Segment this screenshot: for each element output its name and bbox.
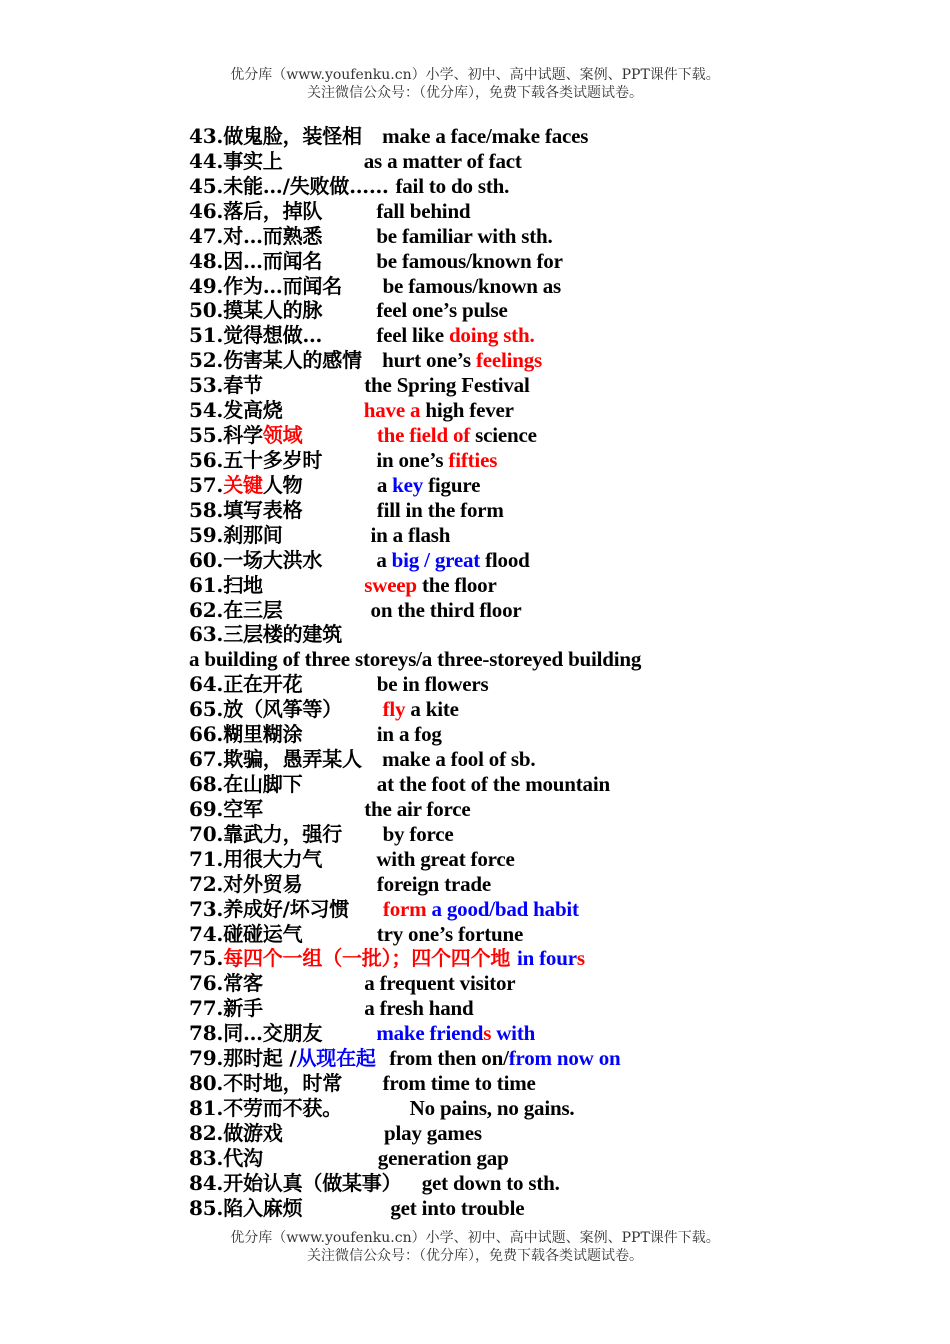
phrase-entry	[189, 872, 929, 897]
chinese-phrase: 78.同…交朋友	[189, 1021, 377, 1046]
chinese-phrase: 46.落后，掉队	[189, 198, 377, 223]
chinese-phrase: 66.糊里糊涂	[189, 722, 377, 747]
phrase-entry	[189, 1171, 929, 1196]
chinese-phrase: 85.陷入麻烦	[189, 1195, 391, 1220]
phrase-entry	[189, 672, 929, 697]
chinese-phrase: 71.用很大力气	[189, 846, 377, 871]
phrase-entry	[189, 971, 929, 996]
english-phrase: a good/bad habit	[426, 896, 579, 921]
chinese-phrase: 51.觉得想做…	[189, 323, 377, 348]
phrase-entry	[189, 1021, 929, 1046]
page-footer	[0, 1229, 950, 1265]
phrase-entry	[189, 224, 929, 249]
chinese-phrase: 43.做鬼脸，装怪相	[189, 124, 383, 148]
phrase-entry	[189, 772, 929, 797]
english-phrase: on the third floor	[370, 597, 522, 622]
phrase-entry	[189, 323, 929, 348]
chinese-phrase: 76.常客	[189, 971, 365, 996]
phrase-entry	[189, 548, 929, 573]
chinese-phrase: 52.伤害某人的感情	[189, 348, 383, 373]
chinese-phrase: 55.科学	[189, 423, 263, 448]
chinese-phrase: 64.正在开花	[189, 672, 377, 697]
english-phrase: with	[491, 1021, 536, 1046]
english-phrase: the floor	[416, 572, 497, 597]
phrase-entry	[189, 573, 929, 598]
english-phrase: fail to do sth.	[395, 173, 510, 198]
english-phrase: at the foot of the mountain	[376, 771, 610, 796]
chinese-phrase: 80.不时地，时常	[189, 1071, 383, 1096]
phrase-entry	[189, 423, 929, 448]
chinese-phrase: 54.发高烧	[189, 398, 364, 423]
english-phrase: No pains, no gains.	[409, 1095, 575, 1120]
chinese-phrase: 77.新手	[189, 996, 365, 1021]
phrase-entry	[189, 897, 929, 922]
chinese-phrase	[302, 423, 376, 447]
chinese-phrase: 74.碰碰运气	[189, 921, 377, 946]
english-phrase: the air force	[364, 796, 471, 821]
page-header	[0, 66, 950, 102]
english-phrase: s	[576, 946, 585, 971]
chinese-phrase: 53.春节	[189, 373, 365, 398]
footer-line-1: 优分库（www.youfenku.cn）小学、初中、高中试题、案例、PPT课件下载。	[230, 1230, 720, 1246]
english-phrase: the Spring Festival	[364, 373, 530, 398]
header-line-2: 关注微信公众号：（优分库），免费下载各类试题试卷。	[307, 85, 643, 101]
english-phrase: form	[382, 896, 427, 921]
english-phrase: sweep	[364, 572, 417, 597]
phrase-entry	[189, 722, 929, 747]
english-phrase: be in flowers	[376, 672, 489, 697]
phrase-entry	[189, 298, 929, 323]
english-phrase: a building of three storeys/a three-storeyed building	[189, 647, 642, 672]
english-phrase: hurt one’s	[382, 348, 476, 373]
phrase-entry	[189, 922, 929, 947]
english-phrase: a kite	[405, 697, 459, 722]
english-phrase: feel like	[376, 323, 449, 348]
english-phrase: get down to sth.	[421, 1170, 560, 1195]
english-phrase: in four	[516, 946, 577, 971]
chinese-phrase: 83.代沟	[189, 1145, 378, 1170]
phrase-entry	[189, 249, 929, 274]
phrase-entry	[189, 996, 929, 1021]
chinese-phrase: 领域	[262, 423, 303, 448]
phrase-entry	[189, 598, 929, 623]
english-phrase: try one’s fortune	[376, 921, 524, 946]
english-phrase: be famous/known as	[382, 273, 562, 298]
chinese-phrase: 从现在起	[296, 1046, 376, 1071]
chinese-phrase: 48.因…而闻名	[189, 248, 377, 273]
english-phrase: foreign trade	[376, 871, 492, 896]
chinese-phrase: 69.空军	[189, 796, 365, 821]
chinese-phrase: 人物	[262, 472, 377, 497]
phrase-entry	[189, 747, 929, 772]
english-phrase: in a flash	[370, 522, 451, 547]
phrase-entry	[189, 1046, 929, 1071]
chinese-phrase	[376, 1046, 390, 1070]
phrase-entry	[189, 797, 929, 822]
chinese-phrase: 82.做游戏	[189, 1120, 385, 1145]
chinese-phrase: 61.扫地	[189, 572, 365, 597]
phrase-entry	[189, 174, 929, 199]
chinese-phrase: 50.摸某人的脉	[189, 298, 377, 323]
english-phrase: a frequent visitor	[364, 971, 516, 996]
chinese-phrase: 72.对外贸易	[189, 871, 377, 896]
phrase-entry	[189, 398, 929, 423]
english-phrase: from now on	[508, 1046, 621, 1071]
english-phrase: a fresh hand	[364, 996, 474, 1021]
english-phrase: s	[483, 1021, 492, 1046]
phrase-entry	[189, 348, 929, 373]
english-phrase: fall behind	[376, 198, 471, 223]
chinese-phrase: 58.填写表格	[189, 497, 377, 522]
phrase-entry	[189, 498, 929, 523]
english-phrase: fill in the form	[376, 497, 504, 522]
english-phrase: from time to time	[382, 1071, 536, 1096]
phrase-entry	[189, 473, 929, 498]
phrase-entry	[189, 622, 929, 647]
english-phrase: in a fog	[376, 722, 442, 747]
english-phrase: feel one’s pulse	[376, 298, 508, 323]
chinese-phrase: 65.放（风筝等）	[189, 697, 383, 722]
phrase-entry	[189, 149, 929, 174]
english-phrase: science	[475, 423, 537, 448]
chinese-phrase: 84.开始认真（做某事）	[189, 1170, 422, 1195]
english-phrase: with great force	[376, 846, 515, 871]
phrase-entry	[189, 1071, 929, 1096]
phrase-list	[189, 124, 929, 1221]
chinese-phrase: 56.五十多岁时	[189, 447, 377, 472]
english-phrase: get into trouble	[390, 1195, 525, 1220]
footer-line-2: 关注微信公众号：（优分库），免费下载各类试题试卷。	[307, 1248, 643, 1264]
phrase-entry	[189, 199, 929, 224]
chinese-phrase: 60.一场大洪水	[189, 547, 377, 572]
phrase-entry	[189, 274, 929, 299]
chinese-phrase: 62.在三层	[189, 597, 371, 622]
phrase-entry	[189, 1196, 929, 1221]
chinese-phrase: 59.刹那间	[189, 522, 371, 547]
phrase-entry	[189, 1096, 929, 1121]
english-phrase: as a matter of fact	[363, 148, 522, 173]
chinese-phrase: 63.三层楼的建筑	[189, 622, 342, 647]
english-phrase: the field of	[376, 423, 476, 448]
phrase-entry	[189, 946, 929, 971]
chinese-phrase: 79.那时起 /	[189, 1046, 297, 1071]
chinese-phrase: 68.在山脚下	[189, 771, 377, 796]
phrase-entry	[189, 1146, 929, 1171]
phrase-entry	[189, 647, 929, 672]
chinese-phrase: 45.未能…/失败做……	[189, 173, 396, 198]
chinese-phrase: 47.对…而熟悉	[189, 223, 377, 248]
phrase-entry	[189, 697, 929, 722]
english-phrase: key	[392, 472, 424, 497]
english-phrase: high fever	[425, 398, 514, 423]
chinese-phrase: 57.	[189, 472, 224, 497]
english-phrase: play games	[384, 1120, 482, 1145]
english-phrase: make friend	[376, 1021, 484, 1046]
english-phrase: by force	[382, 821, 454, 846]
english-phrase: doing sth.	[448, 323, 535, 348]
phrase-entry	[189, 822, 929, 847]
english-phrase: flood	[480, 547, 530, 572]
chinese-phrase: 67.欺骗，愚弄某人	[189, 747, 383, 772]
phrase-entry	[189, 448, 929, 473]
english-phrase: have a	[363, 398, 426, 423]
english-phrase: feelings	[475, 348, 543, 373]
english-phrase: from then on/	[389, 1046, 509, 1071]
english-phrase: make a face/make faces	[382, 124, 589, 148]
chinese-phrase: 每四个一组（一批）；四个四个地	[223, 946, 517, 971]
chinese-phrase: 关键	[223, 472, 263, 497]
phrase-entry	[189, 1121, 929, 1146]
english-phrase: generation gap	[377, 1145, 509, 1170]
english-phrase: fly	[382, 697, 406, 722]
english-phrase: a	[376, 547, 392, 572]
english-phrase: fifties	[448, 447, 498, 472]
phrase-entry	[189, 124, 929, 149]
chinese-phrase: 70.靠武力，强行	[189, 821, 383, 846]
chinese-phrase: 75.	[189, 946, 224, 971]
header-line-1: 优分库（www.youfenku.cn）小学、初中、高中试题、案例、PPT课件下载。	[230, 67, 720, 83]
chinese-phrase: 49.作为…而闻名	[189, 273, 383, 298]
english-phrase: figure	[423, 472, 481, 497]
chinese-phrase: 44.事实上	[189, 148, 364, 173]
chinese-phrase: 81.不劳而不获。	[189, 1095, 410, 1120]
chinese-phrase: 73.养成好/坏习惯	[189, 896, 383, 921]
english-phrase: in one’s	[376, 447, 449, 472]
english-phrase: big / great	[391, 547, 481, 572]
english-phrase: make a fool of sb.	[382, 747, 536, 772]
english-phrase: be familiar with sth.	[376, 223, 553, 248]
english-phrase: a	[376, 472, 393, 497]
phrase-entry	[189, 847, 929, 872]
phrase-entry	[189, 373, 929, 398]
english-phrase: be famous/known for	[376, 248, 563, 273]
phrase-entry	[189, 523, 929, 548]
